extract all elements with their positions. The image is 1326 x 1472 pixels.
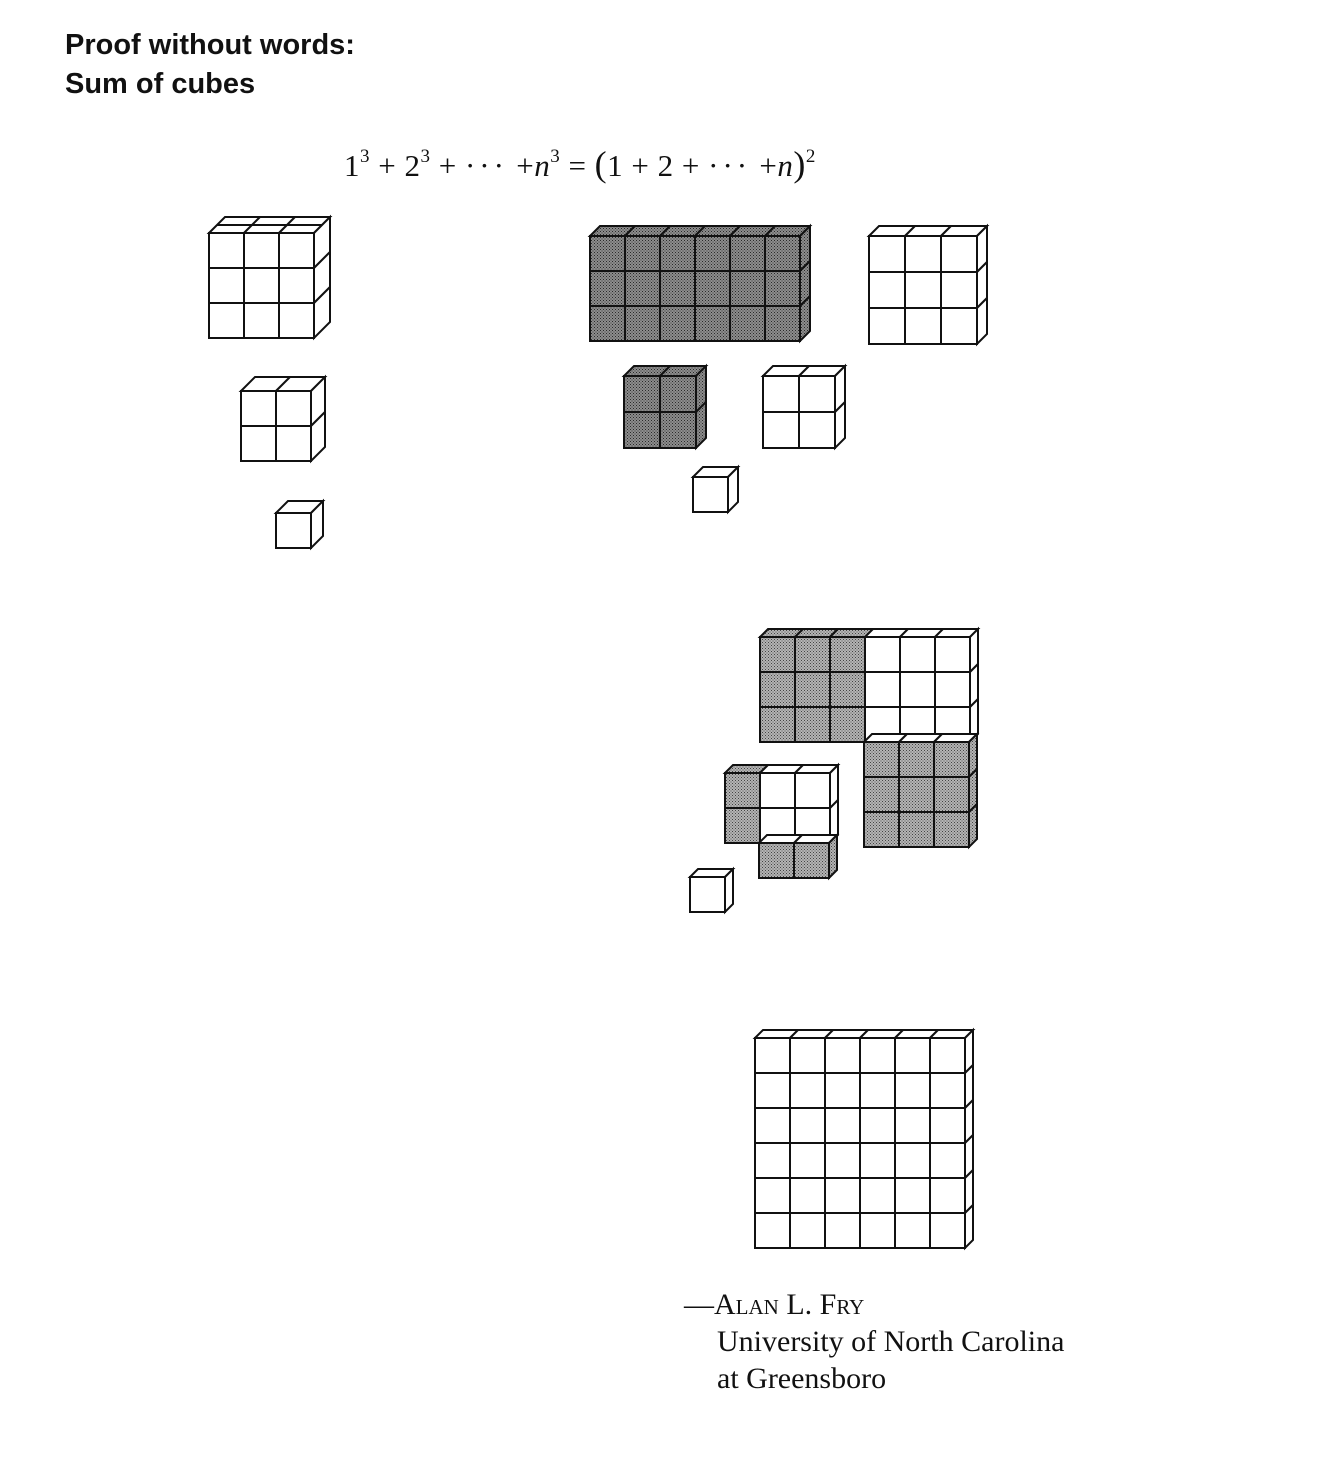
unit-cube-face bbox=[760, 637, 795, 672]
unit-cube-face bbox=[795, 672, 830, 707]
unit-cube-face bbox=[930, 1038, 965, 1073]
formula-exponent: 3 bbox=[420, 145, 431, 167]
formula-inner-2: 2 bbox=[657, 148, 674, 183]
unit-cube-face bbox=[241, 391, 276, 426]
formula-inner-n: n bbox=[777, 148, 794, 183]
unit-cube-face bbox=[825, 1213, 860, 1248]
unit-cube-face bbox=[660, 376, 696, 412]
unit-cube-face bbox=[895, 1143, 930, 1178]
title-line-2: Sum of cubes bbox=[65, 68, 256, 100]
cube-side-face bbox=[725, 869, 733, 912]
unit-cube-face bbox=[900, 637, 935, 672]
unit-cube-face bbox=[864, 777, 899, 812]
author-name: Alan L. Fry bbox=[714, 1288, 865, 1321]
unit-cube-face bbox=[209, 268, 244, 303]
slab-3a bbox=[590, 226, 810, 341]
credit-block bbox=[684, 1286, 1064, 1397]
unit-cube-face bbox=[759, 843, 794, 878]
unit-cube-face bbox=[276, 513, 311, 548]
unit-cube-face bbox=[900, 672, 935, 707]
unit-cube-face bbox=[590, 271, 625, 306]
unit-cube-face bbox=[660, 236, 695, 271]
formula-ellipsis: ··· bbox=[708, 148, 752, 183]
affiliation-line-1: University of North Carolina bbox=[717, 1325, 1065, 1358]
unit-cube-face bbox=[279, 233, 314, 268]
formula-plus: + bbox=[759, 148, 778, 183]
unit-cube-face bbox=[869, 236, 905, 272]
unit-cube-face bbox=[934, 777, 969, 812]
unit-cube-face bbox=[864, 742, 899, 777]
title-line-1: Proof without words: bbox=[65, 29, 355, 61]
unit-cube-face bbox=[865, 672, 900, 707]
unit-cube-face bbox=[625, 306, 660, 341]
unit-cube-face bbox=[934, 812, 969, 847]
unit-cube-face bbox=[590, 236, 625, 271]
formula-plus: + bbox=[681, 148, 700, 183]
unit-cube-face bbox=[930, 1108, 965, 1143]
unit-cube-face bbox=[760, 773, 795, 808]
unit-cube-face bbox=[244, 303, 279, 338]
unit-cube-face bbox=[899, 777, 934, 812]
unit-cube-face bbox=[869, 272, 905, 308]
cube-side-face bbox=[829, 835, 837, 878]
unit-cube-face bbox=[825, 1073, 860, 1108]
affiliation-line-2: at Greensboro bbox=[717, 1362, 887, 1395]
unit-cube-face bbox=[794, 843, 829, 878]
unit-cube-face bbox=[905, 272, 941, 308]
unit-cube-face bbox=[730, 271, 765, 306]
unit-cube-face bbox=[795, 637, 830, 672]
square-6 bbox=[755, 1030, 973, 1248]
unit-cube-face bbox=[830, 672, 865, 707]
unit-cube-face bbox=[905, 236, 941, 272]
unit-cube-face bbox=[625, 236, 660, 271]
formula-term-n: n bbox=[534, 148, 551, 183]
unit-cube-face bbox=[795, 707, 830, 742]
unit-cube-face bbox=[799, 412, 835, 448]
unit-cube-face bbox=[244, 268, 279, 303]
unit-cube-face bbox=[934, 742, 969, 777]
unit-cube-face bbox=[624, 376, 660, 412]
formula-exponent: 3 bbox=[550, 145, 561, 167]
unit-cube-face bbox=[941, 236, 977, 272]
unit-cube-face bbox=[790, 1143, 825, 1178]
unit-cube-face bbox=[825, 1108, 860, 1143]
unit-cube-face bbox=[760, 672, 795, 707]
formula-right-paren: ) bbox=[793, 144, 806, 184]
gnomon-3-top bbox=[760, 629, 978, 742]
unit-cube-face bbox=[279, 303, 314, 338]
formula-ellipsis: ··· bbox=[464, 148, 508, 183]
unit-cube-face bbox=[624, 412, 660, 448]
unit-cube-face bbox=[860, 1108, 895, 1143]
unit-cube-face bbox=[825, 1143, 860, 1178]
unit-cube-face bbox=[690, 877, 725, 912]
unit-cube-face bbox=[693, 477, 728, 512]
unit-cube-face bbox=[930, 1143, 965, 1178]
unit-cube-face bbox=[660, 412, 696, 448]
unit-cube-face bbox=[695, 306, 730, 341]
formula-term-2: 2 bbox=[404, 148, 421, 183]
formula-inner-1: 1 bbox=[607, 148, 624, 183]
unit-cube-face bbox=[895, 1038, 930, 1073]
unit-cube-face bbox=[244, 233, 279, 268]
formula-plus: + bbox=[438, 148, 457, 183]
unit-cube-face bbox=[860, 1038, 895, 1073]
unit-cube-face bbox=[905, 308, 941, 344]
unit-cube-face bbox=[795, 773, 830, 808]
unit-cube-face bbox=[790, 1038, 825, 1073]
cube-3 bbox=[209, 217, 330, 338]
unit-cube-face bbox=[276, 391, 311, 426]
unit-cube-face bbox=[825, 1038, 860, 1073]
unit-cube-face bbox=[660, 271, 695, 306]
unit-cube-face bbox=[930, 1073, 965, 1108]
unit-cube-face bbox=[895, 1108, 930, 1143]
unit-cube-face bbox=[899, 742, 934, 777]
unit-cube-face bbox=[763, 412, 799, 448]
formula-outer-exponent: 2 bbox=[805, 145, 816, 167]
formula-equals: = bbox=[568, 148, 587, 183]
unit-cube-face bbox=[755, 1178, 790, 1213]
unit-cube-face bbox=[895, 1213, 930, 1248]
unit-cube-face bbox=[941, 308, 977, 344]
formula-plus: + bbox=[516, 148, 535, 183]
gnomon-2-top bbox=[725, 765, 838, 843]
unit-cube-face bbox=[730, 306, 765, 341]
formula-plus: + bbox=[378, 148, 397, 183]
unit-cube-face bbox=[755, 1073, 790, 1108]
unit-cube-face bbox=[725, 773, 760, 808]
gnomon-2-side bbox=[759, 835, 837, 878]
formula-exponent: 3 bbox=[360, 145, 370, 167]
unit-cube-face bbox=[755, 1143, 790, 1178]
unit-cube-face bbox=[590, 306, 625, 341]
unit-cube-face bbox=[276, 426, 311, 461]
cube-2 bbox=[241, 377, 325, 461]
cube-side-face bbox=[969, 804, 977, 847]
unit-cube-face bbox=[935, 637, 970, 672]
unit-cube-face bbox=[625, 271, 660, 306]
unit-cube-face bbox=[755, 1108, 790, 1143]
formula-plus: + bbox=[631, 148, 650, 183]
unit-cube-face bbox=[765, 306, 800, 341]
unit-cube-face bbox=[279, 268, 314, 303]
slab-2a bbox=[624, 366, 706, 448]
unit-cube-face bbox=[660, 306, 695, 341]
slab-2b bbox=[763, 366, 845, 448]
unit-cube-face bbox=[899, 812, 934, 847]
unit-cube-face bbox=[725, 808, 760, 843]
unit-cube-face bbox=[935, 672, 970, 707]
unit-cube-face bbox=[830, 637, 865, 672]
slab-1 bbox=[693, 467, 738, 512]
unit-cube-face bbox=[765, 236, 800, 271]
unit-cube-face bbox=[930, 1213, 965, 1248]
gnomon-3-side bbox=[864, 734, 977, 847]
unit-cube-face bbox=[695, 236, 730, 271]
gnomon-1 bbox=[690, 869, 733, 912]
unit-cube-face bbox=[695, 271, 730, 306]
unit-cube-face bbox=[763, 376, 799, 412]
cube-side-face bbox=[965, 1205, 973, 1248]
unit-cube-face bbox=[860, 1143, 895, 1178]
unit-cube-face bbox=[209, 233, 244, 268]
cube-1 bbox=[276, 501, 323, 548]
unit-cube-face bbox=[209, 303, 244, 338]
unit-cube-face bbox=[865, 637, 900, 672]
unit-cube-face bbox=[860, 1073, 895, 1108]
unit-cube-face bbox=[930, 1178, 965, 1213]
unit-cube-face bbox=[941, 272, 977, 308]
formula-left-paren: ( bbox=[594, 144, 608, 184]
unit-cube-face bbox=[241, 426, 276, 461]
unit-cube-face bbox=[755, 1038, 790, 1073]
unit-cube-face bbox=[790, 1178, 825, 1213]
unit-cube-face bbox=[825, 1178, 860, 1213]
formula-term-1: 1 bbox=[344, 148, 360, 183]
slab-3b bbox=[869, 226, 987, 344]
unit-cube-face bbox=[765, 271, 800, 306]
unit-cube-face bbox=[830, 707, 865, 742]
unit-cube-face bbox=[799, 376, 835, 412]
unit-cube-face bbox=[730, 236, 765, 271]
credit-dash: — bbox=[684, 1288, 714, 1321]
unit-cube-face bbox=[895, 1073, 930, 1108]
unit-cube-face bbox=[790, 1213, 825, 1248]
unit-cube-face bbox=[760, 707, 795, 742]
unit-cube-face bbox=[895, 1178, 930, 1213]
unit-cube-face bbox=[790, 1108, 825, 1143]
unit-cube-face bbox=[860, 1178, 895, 1213]
unit-cube-face bbox=[790, 1073, 825, 1108]
unit-cube-face bbox=[864, 812, 899, 847]
unit-cube-face bbox=[869, 308, 905, 344]
unit-cube-face bbox=[755, 1213, 790, 1248]
unit-cube-face bbox=[860, 1213, 895, 1248]
